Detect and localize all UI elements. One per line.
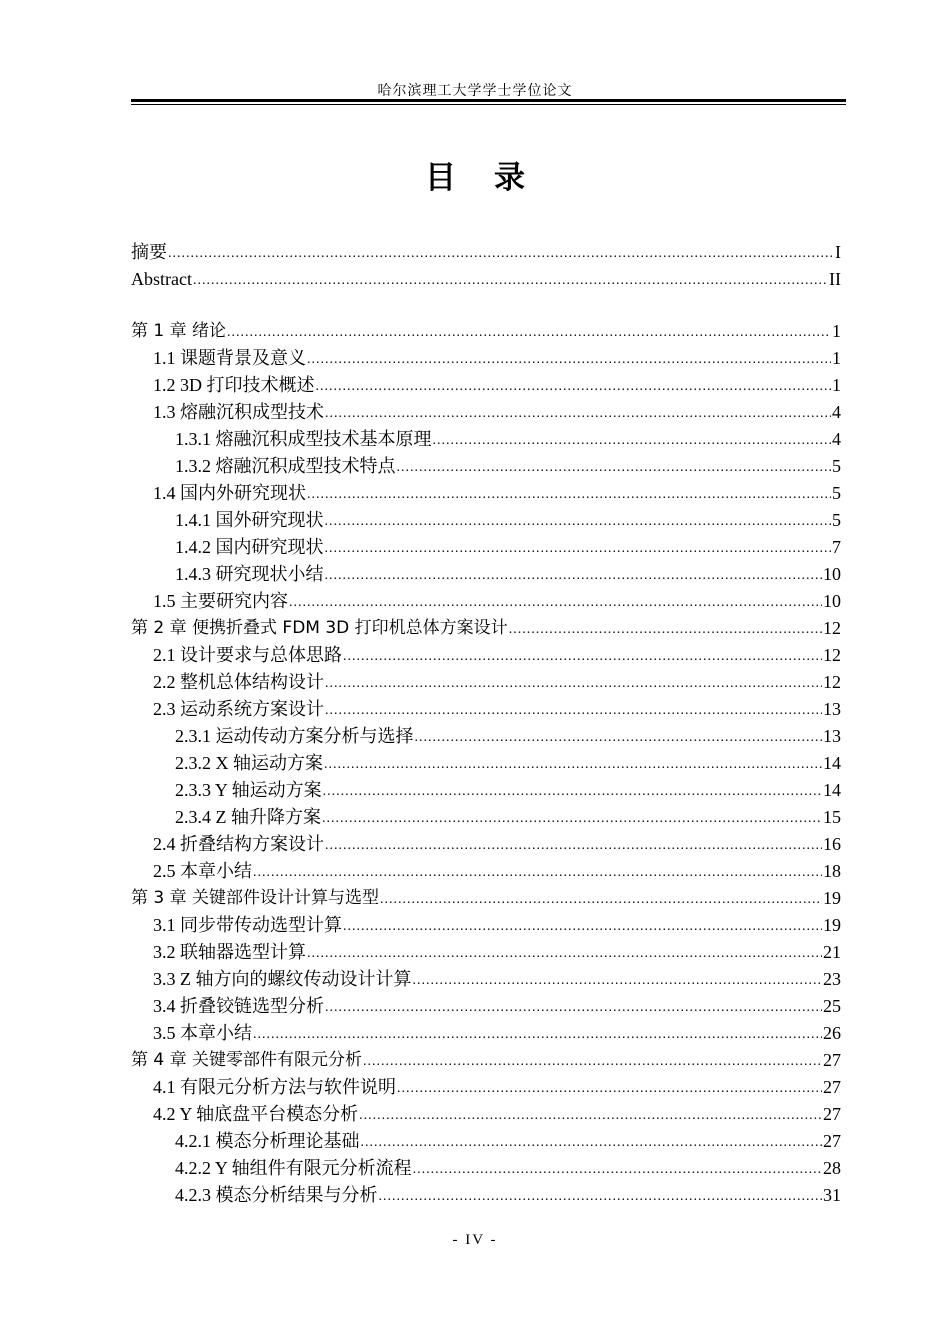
toc-leader — [359, 1106, 822, 1126]
toc-page: 27 — [823, 1131, 841, 1151]
toc-leader — [325, 998, 822, 1018]
toc-entry[interactable] — [131, 589, 841, 613]
toc-entry[interactable] — [131, 535, 841, 559]
toc-entry[interactable] — [131, 616, 841, 640]
toc-leader — [307, 350, 831, 370]
toc-label: 2.1 设计要求与总体思路 — [153, 645, 342, 665]
toc-entry[interactable] — [131, 427, 841, 451]
toc-leader — [307, 944, 822, 964]
toc-entry[interactable] — [131, 454, 841, 478]
toc-leader — [325, 566, 823, 586]
toc-page: 19 — [823, 888, 841, 908]
toc-entry[interactable] — [131, 1183, 841, 1207]
toc-entry[interactable] — [131, 1156, 841, 1180]
toc-leader — [413, 971, 823, 991]
toc-leader — [325, 836, 822, 856]
toc-label: 2.3.1 运动传动方案分析与选择 — [175, 726, 414, 746]
toc-leader — [415, 728, 823, 748]
toc-leader — [397, 458, 832, 478]
toc-page: 1 — [832, 375, 841, 395]
toc-label: 2.3.3 Y 轴运动方案 — [175, 780, 322, 800]
toc-leader — [253, 1025, 822, 1045]
toc-entry[interactable] — [131, 940, 841, 964]
toc-page: I — [835, 242, 841, 262]
toc-label: 1.2 3D 打印技术概述 — [153, 375, 315, 395]
toc-entry[interactable] — [131, 886, 841, 910]
toc-label: 1.3 熔融沉积成型技术 — [153, 402, 324, 422]
toc-page: 1 — [832, 321, 841, 341]
toc-leader — [509, 620, 822, 640]
toc-page: 21 — [823, 942, 841, 962]
page-header: 哈尔滨理工大学学士学位论文 — [377, 84, 573, 99]
toc-leader — [193, 271, 828, 291]
toc-label: 4.1 有限元分析方法与软件说明 — [153, 1077, 396, 1097]
toc-page: 13 — [823, 699, 841, 719]
toc-entry[interactable] — [131, 724, 841, 748]
toc-entry[interactable] — [131, 346, 841, 370]
toc-label: 4.2.2 Y 轴组件有限元分析流程 — [175, 1158, 412, 1178]
toc-label: 1.4.2 国内研究现状 — [175, 537, 324, 557]
toc-label: 1.1 课题背景及意义 — [153, 348, 306, 368]
toc-label: 1.5 主要研究内容 — [153, 591, 288, 611]
toc-entry[interactable] — [131, 400, 841, 424]
toc-entry[interactable] — [131, 913, 841, 937]
toc-leader — [325, 512, 832, 532]
header-rule-thin — [131, 104, 846, 105]
toc-page: 10 — [823, 564, 841, 584]
toc-label: 2.3 运动系统方案设计 — [153, 699, 324, 719]
toc-leader — [380, 890, 822, 910]
toc-leader — [363, 1052, 822, 1072]
toc-entry[interactable] — [131, 994, 841, 1018]
toc-page: 27 — [823, 1050, 841, 1070]
toc-page: 14 — [823, 753, 841, 773]
toc-page: II — [829, 269, 841, 289]
toc-entry[interactable] — [131, 697, 841, 721]
toc-entry[interactable] — [131, 1102, 841, 1126]
toc-entry[interactable] — [131, 1129, 841, 1153]
toc-entry[interactable] — [131, 562, 841, 586]
toc-page: 12 — [823, 672, 841, 692]
toc-leader — [168, 244, 834, 264]
toc-label: Abstract — [131, 269, 192, 289]
toc-label: 2.3.2 X 轴运动方案 — [175, 753, 323, 773]
toc-entry[interactable] — [131, 373, 841, 397]
toc-label: 第 3 章 关键部件设计计算与选型 — [131, 888, 380, 908]
toc-page: 23 — [823, 969, 841, 989]
toc-page: 15 — [823, 807, 841, 827]
toc-page: 5 — [832, 483, 841, 503]
toc-leader — [322, 809, 822, 829]
toc-page: 27 — [823, 1077, 841, 1097]
toc-entry[interactable] — [131, 267, 841, 291]
toc-entry[interactable] — [131, 1048, 841, 1072]
toc-page: 1 — [832, 348, 841, 368]
page-number: - IV - — [452, 1232, 498, 1248]
toc-label: 第 1 章 绪论 — [131, 321, 227, 341]
toc-entry[interactable] — [131, 1021, 841, 1045]
toc-leader — [323, 782, 822, 802]
toc-entry[interactable] — [131, 778, 841, 802]
toc-page: 18 — [823, 861, 841, 881]
toc-label: 1.3.1 熔融沉积成型技术基本原理 — [175, 429, 432, 449]
toc-label: 4.2.3 模态分析结果与分析 — [175, 1185, 378, 1205]
toc-leader — [324, 755, 822, 775]
toc-label: 3.4 折叠铰链选型分析 — [153, 996, 324, 1016]
toc-leader — [413, 1160, 822, 1180]
toc-page: 12 — [823, 645, 841, 665]
toc-entry[interactable] — [131, 643, 841, 667]
toc-entry[interactable] — [131, 751, 841, 775]
toc-leader — [325, 404, 831, 424]
header-rule — [131, 99, 846, 102]
page-title: 目录 — [425, 160, 563, 196]
toc-entry[interactable] — [131, 859, 841, 883]
toc-entry[interactable] — [131, 319, 841, 343]
toc-page: 26 — [823, 1023, 841, 1043]
toc-label: 2.2 整机总体结构设计 — [153, 672, 324, 692]
toc-entry[interactable] — [131, 967, 841, 991]
toc-page: 7 — [832, 537, 841, 557]
toc-leader — [343, 917, 822, 937]
toc-leader — [433, 431, 832, 451]
toc-label: 1.4 国内外研究现状 — [153, 483, 306, 503]
toc-leader — [253, 863, 822, 883]
toc-label: 2.4 折叠结构方案设计 — [153, 834, 324, 854]
toc-page: 19 — [823, 915, 841, 935]
toc-entry[interactable] — [131, 240, 841, 264]
toc-label: 3.3 Z 轴方向的螺纹传动设计计算 — [153, 969, 412, 989]
toc-leader — [325, 674, 822, 694]
toc-entry[interactable] — [131, 508, 841, 532]
toc-page: 13 — [823, 726, 841, 746]
toc-label: 摘要 — [131, 242, 167, 262]
toc-entry[interactable] — [131, 832, 841, 856]
toc-label: 1.3.2 熔融沉积成型技术特点 — [175, 456, 396, 476]
toc-label: 3.5 本章小结 — [153, 1023, 252, 1043]
toc-entry[interactable] — [131, 805, 841, 829]
toc-label: 第 4 章 关键零部件有限元分析 — [131, 1050, 363, 1070]
toc-label: 4.2.1 模态分析理论基础 — [175, 1131, 360, 1151]
toc-leader — [343, 647, 822, 667]
toc-label: 2.5 本章小结 — [153, 861, 252, 881]
toc-page: 5 — [832, 510, 841, 530]
toc-page: 27 — [823, 1104, 841, 1124]
toc-page: 28 — [823, 1158, 841, 1178]
toc-leader — [361, 1133, 823, 1153]
toc-label: 3.1 同步带传动选型计算 — [153, 915, 342, 935]
toc-entry[interactable] — [131, 1075, 841, 1099]
toc-label: 2.3.4 Z 轴升降方案 — [175, 807, 321, 827]
toc-label: 3.2 联轴器选型计算 — [153, 942, 306, 962]
toc-leader — [397, 1079, 822, 1099]
toc-page: 12 — [823, 618, 841, 638]
toc-page: 14 — [823, 780, 841, 800]
toc-leader — [307, 485, 831, 505]
toc-leader — [289, 593, 822, 613]
toc-page: 4 — [832, 429, 841, 449]
toc-entry[interactable] — [131, 481, 841, 505]
toc-leader — [325, 539, 832, 559]
toc-leader — [227, 323, 831, 343]
toc-page: 31 — [823, 1185, 841, 1205]
toc-leader — [325, 701, 822, 721]
toc-page: 5 — [832, 456, 841, 476]
toc-entry[interactable] — [131, 670, 841, 694]
toc-leader — [379, 1187, 823, 1207]
toc-label: 第 2 章 便携折叠式 FDM 3D 打印机总体方案设计 — [131, 618, 508, 638]
toc-page: 16 — [823, 834, 841, 854]
toc-page: 4 — [832, 402, 841, 422]
toc-leader — [316, 377, 832, 397]
toc-label: 1.4.3 研究现状小结 — [175, 564, 324, 584]
toc-label: 4.2 Y 轴底盘平台模态分析 — [153, 1104, 359, 1124]
toc-page: 10 — [823, 591, 841, 611]
toc-label: 1.4.1 国外研究现状 — [175, 510, 324, 530]
toc-page: 25 — [823, 996, 841, 1016]
